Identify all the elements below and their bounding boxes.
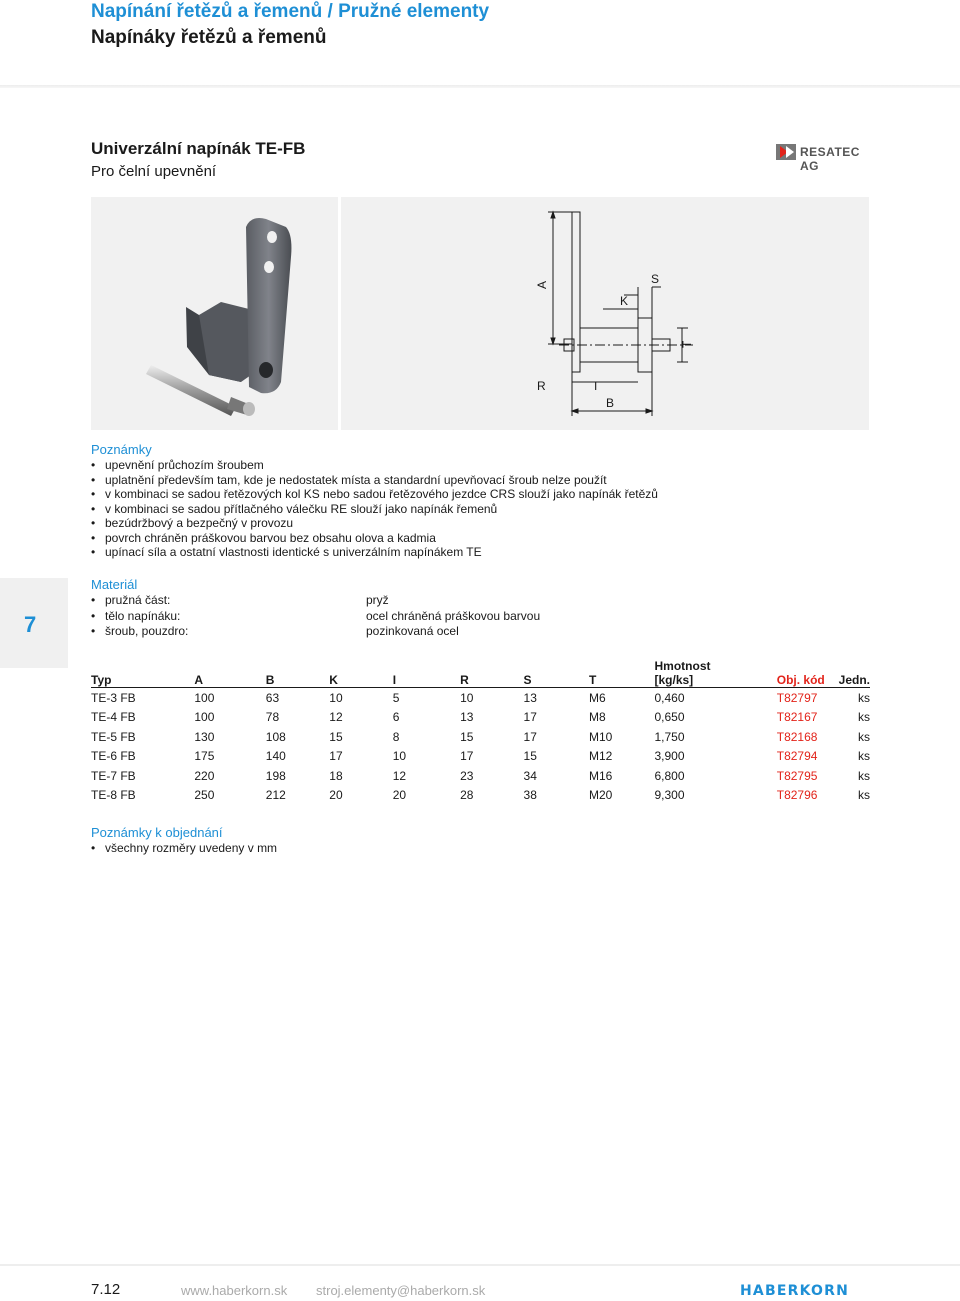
list-item: • uplatnění především tam, kde je nedostatek místa a standardní upevňovací šroub nelze použít [91, 473, 871, 488]
cell-i: 20 [392, 788, 407, 803]
cell-s: 17 [523, 710, 537, 725]
cell-b: 212 [265, 788, 286, 803]
table-row [91, 727, 870, 747]
cell-jedn: ks [858, 788, 870, 803]
list-item: • bezúdržbový a bezpečný v provozu [91, 516, 871, 531]
dim-label-i: I [594, 379, 598, 393]
col-header-t: T [588, 673, 597, 687]
cell-s: 34 [523, 768, 537, 783]
cell-a: 220 [194, 768, 215, 783]
cell-k: 18 [329, 768, 343, 783]
cell-jedn: ks [858, 768, 870, 783]
footer-email-link[interactable]: stroj.elementy@haberkorn.sk [316, 1283, 486, 1298]
notes-list [91, 458, 871, 560]
cell-t: M6 [588, 690, 606, 705]
cell-weight: 6,800 [654, 768, 685, 783]
product-photo [91, 197, 338, 430]
list-item [91, 593, 591, 609]
col-header-weight [655, 657, 777, 688]
cell-typ: TE-5 FB [91, 729, 136, 744]
cell-i: 12 [392, 768, 407, 783]
dim-label-s: S [651, 272, 660, 286]
col-header-kod: Obj. kód [776, 673, 825, 687]
brand-name: RESATEC AG [800, 145, 860, 173]
material-value: pryž [366, 593, 389, 607]
dim-label-k: K [620, 294, 629, 308]
cell-a: 250 [194, 788, 215, 803]
cell-t: M12 [588, 749, 613, 764]
cell-r: 13 [460, 710, 474, 725]
page-number: 7.12 [91, 1281, 121, 1298]
header-divider [0, 85, 960, 88]
dim-label-a: A [535, 280, 549, 289]
cell-r: 28 [460, 788, 474, 803]
cell-s: 38 [523, 788, 537, 803]
cell-kod: T82168 [776, 729, 818, 744]
spec-table [91, 657, 870, 805]
cell-typ: TE-8 FB [91, 788, 136, 803]
col-header-i: I [392, 673, 397, 687]
cell-r: 17 [460, 749, 474, 764]
cell-s: 17 [523, 729, 537, 744]
list-item: • upevnění průchozím šroubem [91, 458, 871, 473]
cell-kod: T82167 [776, 710, 818, 725]
cell-typ: TE-6 FB [91, 749, 136, 764]
cell-weight: 3,900 [654, 749, 685, 764]
list-item: • povrch chráněn práškovou barvou bez obsahu olova a kadmia [91, 531, 871, 546]
cell-i: 5 [392, 690, 400, 705]
col-header-a: A [194, 673, 204, 687]
cell-jedn: ks [858, 690, 870, 705]
list-item: • všechny rozměry uvedeny v mm [91, 841, 491, 856]
cell-i: 6 [392, 710, 400, 725]
dim-label-r: R [537, 379, 546, 393]
table-header-row [91, 657, 870, 688]
cell-k: 15 [329, 729, 343, 744]
spec-table-body [91, 688, 870, 806]
list-item: • v kombinaci se sadou přítlačného válečku RE slouží jako napínák řemenů [91, 502, 871, 517]
cell-kod: T82795 [776, 768, 818, 783]
cell-k: 20 [329, 788, 343, 803]
cell-weight: 1,750 [654, 729, 685, 744]
cell-s: 15 [523, 749, 537, 764]
cell-weight: 0,460 [654, 690, 685, 705]
cell-a: 100 [194, 690, 215, 705]
cell-r: 10 [460, 690, 474, 705]
material-value: ocel chráněná práškovou barvou [366, 608, 541, 623]
col-header-r: R [460, 673, 469, 687]
list-item [91, 609, 591, 625]
cell-jedn: ks [858, 710, 870, 725]
cell-k: 10 [329, 690, 343, 705]
col-header-b: B [265, 673, 275, 687]
cell-kod: T82794 [776, 749, 818, 764]
cell-k: 17 [329, 749, 343, 764]
weight-unit: [kg/ks] [654, 673, 694, 687]
cell-kod: T82797 [776, 690, 818, 705]
technical-drawing [341, 197, 869, 430]
table-row [91, 766, 870, 786]
col-header-s: S [523, 673, 532, 687]
material-value: pozinkovaná ocel [366, 624, 459, 638]
cell-weight: 0,650 [654, 710, 685, 725]
cell-b: 63 [265, 690, 280, 705]
haberkorn-logo: HABERKORN [740, 1283, 849, 1299]
footer-divider [0, 1264, 960, 1266]
list-item: • upínací síla a ostatní vlastnosti identické s univerzálním napínákem TE [91, 545, 871, 560]
product-title: Univerzální napínák TE-FB [91, 139, 306, 158]
cell-t: M16 [588, 768, 613, 783]
cell-b: 78 [265, 710, 280, 725]
subcategory-title: Napínáky řetězů a řemenů [91, 27, 327, 48]
material-list [91, 593, 591, 640]
order-notes-heading: Poznámky k objednání [91, 825, 223, 840]
dim-label-t: T [680, 340, 694, 348]
cell-a: 175 [194, 749, 215, 764]
chapter-number: 7 [24, 612, 37, 637]
material-part: tělo napínáku: [105, 608, 181, 623]
col-header-k: K [329, 673, 338, 687]
cell-typ: TE-7 FB [91, 768, 136, 783]
cell-b: 108 [265, 729, 286, 744]
material-part: šroub, pouzdro: [105, 624, 189, 638]
resatec-logo-icon [776, 142, 798, 162]
list-item: • v kombinaci se sadou řetězových kol KS nebo sadou řetězového jezdce CRS slouží jako napínák řetězů [91, 487, 871, 502]
col-header-typ: Typ [91, 673, 112, 687]
cell-typ: TE-4 FB [91, 710, 136, 725]
col-header-jedn: Jedn. [838, 673, 870, 687]
resatec-logo [776, 142, 870, 173]
product-subtitle: Pro čelní upevnění [91, 163, 217, 180]
material-heading: Materiál [91, 577, 138, 592]
cell-b: 140 [265, 749, 286, 764]
dim-label-b: B [606, 396, 615, 410]
cell-jedn: ks [858, 749, 870, 764]
weight-label: Hmotnost [654, 659, 711, 673]
cell-kod: T82796 [776, 788, 818, 803]
cell-t: M10 [588, 729, 613, 744]
cell-r: 15 [460, 729, 474, 744]
cell-r: 23 [460, 768, 474, 783]
cell-weight: 9,300 [654, 788, 685, 803]
cell-t: M8 [588, 710, 606, 725]
cell-a: 100 [194, 710, 215, 725]
cell-i: 8 [392, 729, 400, 744]
table-row [91, 688, 870, 708]
table-row [91, 747, 870, 767]
notes-heading: Poznámky [91, 442, 152, 457]
cell-s: 13 [523, 690, 537, 705]
table-row [91, 708, 870, 728]
cell-typ: TE-3 FB [91, 690, 136, 705]
order-notes-list [91, 841, 491, 856]
list-item [91, 624, 591, 640]
cell-b: 198 [265, 768, 286, 783]
cell-a: 130 [194, 729, 215, 744]
cell-jedn: ks [858, 729, 870, 744]
cell-i: 10 [392, 749, 407, 764]
cell-t: M20 [588, 788, 613, 803]
category-title: Napínání řetězů a řemenů / Pružné elementy [91, 1, 490, 22]
material-part: pružná část: [105, 593, 171, 607]
cell-k: 12 [329, 710, 343, 725]
table-row [91, 786, 870, 806]
footer-web-link[interactable]: www.haberkorn.sk [181, 1283, 288, 1298]
